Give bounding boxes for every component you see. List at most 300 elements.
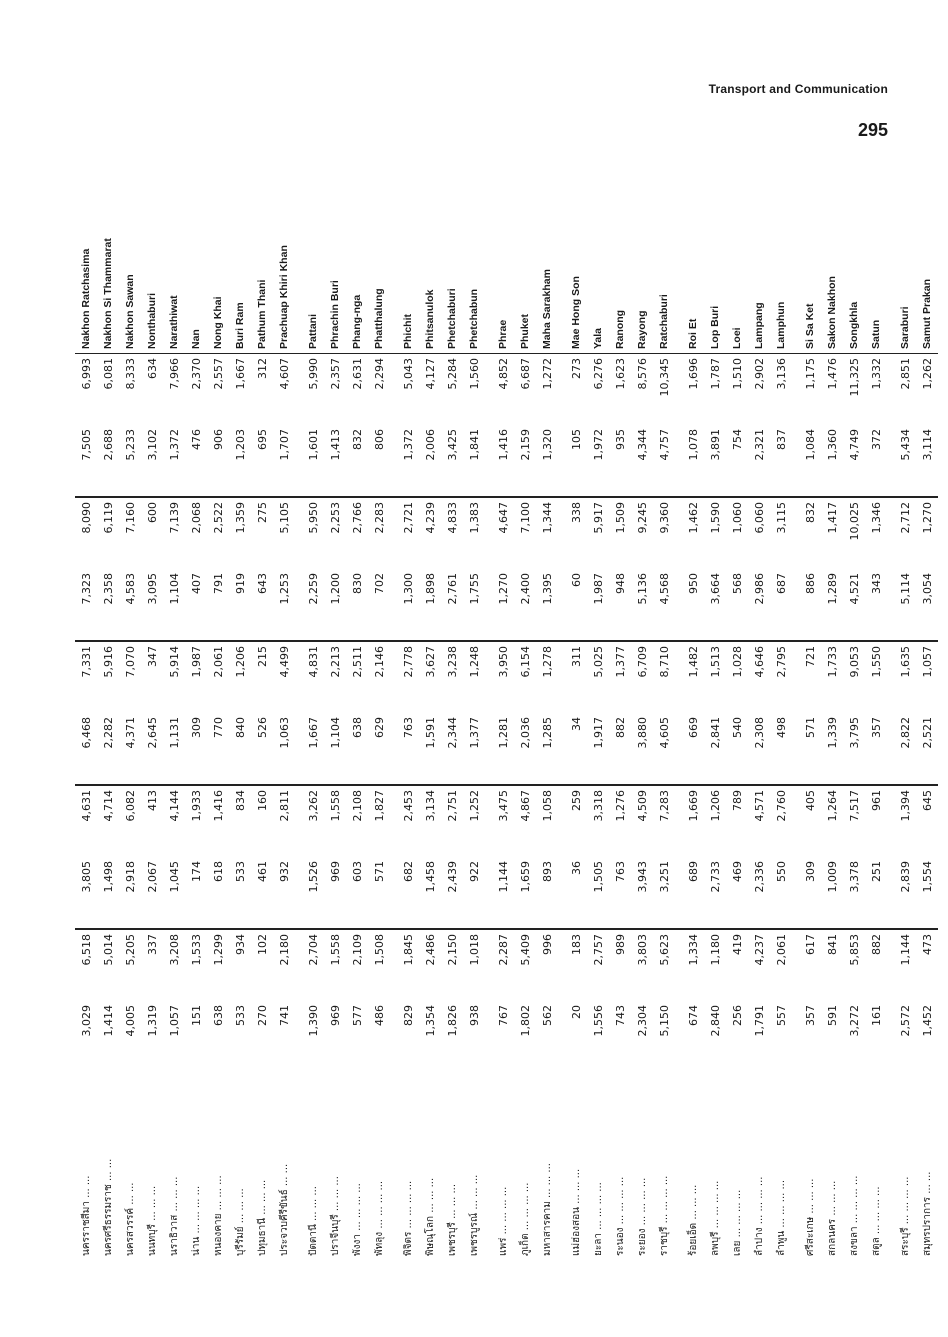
value-cell: 789 [730,790,744,811]
province-thai-name: แพร่ ... ... ... ... [497,1186,509,1256]
value-cell: 4,509 [635,790,649,822]
province-english-name: Saraburi [887,155,916,354]
province-thai-name: ปัตตานี ... ... ... [307,1186,319,1256]
value-cell: 1,550 [869,646,883,678]
value-cell: 2,304 [635,1005,649,1037]
province-english-name: Ranong [609,155,631,354]
value-cell: 948 [609,569,631,641]
value-cell: 4,239 [423,502,437,534]
value-cell: 571 [368,857,390,929]
province-english-name: Phatthalung [368,155,390,354]
value-cell: 7,331 [79,646,93,678]
value-cell: 934 [233,934,247,955]
value-cell: 2,453 [401,790,415,822]
province-english-name: Prachuap Khiri Khan [273,155,295,354]
province-thai-name: หนองคาย ... ... ... [212,1175,224,1256]
value-cell: 2,760 [774,790,788,822]
value-cell: 591 [825,1005,839,1026]
value-cell: 2,811 [277,790,291,822]
value-cell: 1,510 [730,358,744,390]
value-cell: 1,057 [920,646,934,678]
value-cell: 1,508 [372,934,386,966]
value-cell: 763 [390,713,419,785]
value-cell: 3,891 [704,425,726,497]
value-cell: 405 [803,790,817,811]
value-cell: 2,308 [748,713,770,785]
value-cell: 7,505 [75,425,97,497]
value-cell: 7,160 [123,502,137,534]
value-cell: 3,880 [631,713,653,785]
province-thai-name: บุรีรัมย์ ... ... ... [234,1188,246,1256]
value-cell: 8,710 [657,646,671,678]
value-cell: 1,413 [324,425,346,497]
value-cell: 6,060 [752,502,766,534]
value-cell: 1,733 [825,646,839,678]
value-cell: 1,509 [613,502,627,534]
value-cell: 6,119 [101,502,115,534]
value-cell: 60 [558,569,587,641]
value-cell: 2,757 [591,934,605,966]
value-cell: 309 [792,857,821,929]
value-cell: 721 [803,646,817,667]
value-cell: 1,458 [419,857,441,929]
value-cell: 5,409 [518,934,532,966]
value-cell: 1,299 [211,934,225,966]
province-thai-name: นนทบุรี ... ... ... [146,1185,158,1256]
value-cell: 4,831 [306,646,320,678]
value-cell: 5,136 [631,569,653,641]
value-cell: 961 [869,790,883,811]
value-cell: 1,755 [463,569,485,641]
value-cell: 767 [496,1005,510,1026]
value-cell: 1,416 [211,790,225,822]
value-cell: 1,707 [273,425,295,497]
table-row [251,155,273,1260]
table-row [653,155,675,1260]
value-cell: 832 [803,502,817,523]
value-cell: 2,439 [441,857,463,929]
value-cell: 1,272 [540,358,554,390]
table-row [141,155,163,1260]
value-cell: 3,134 [423,790,437,822]
province-thai-name: เลย ... ... ... ... [731,1189,743,1256]
value-cell: 1,339 [821,713,843,785]
value-cell: 357 [803,1005,817,1026]
value-cell: 7,139 [167,502,181,534]
value-cell: 3,115 [774,502,788,534]
value-cell: 2,511 [350,646,364,678]
value-cell: 6,154 [518,646,532,678]
table-row [119,155,141,1260]
value-cell: 2,358 [97,569,119,641]
province-english-name: Nong Khai [207,155,229,354]
statistics-table-frame [75,180,934,1260]
value-cell: 9,360 [657,502,671,534]
value-cell: 5,853 [847,934,861,966]
value-cell: 5,623 [657,934,671,966]
table-row [441,155,463,1260]
value-cell: 6,468 [75,713,97,785]
value-cell: 1,248 [467,646,481,678]
value-cell: 550 [770,857,792,929]
value-cell: 337 [145,934,159,955]
value-cell: 4,852 [496,358,510,390]
value-cell: 1,558 [328,934,342,966]
province-thai-name: ราชบุรี ... ... ... ... [658,1175,670,1256]
value-cell: 832 [346,425,368,497]
value-cell: 2,733 [704,857,726,929]
value-cell: 1,270 [920,502,934,534]
value-cell: 2,751 [445,790,459,822]
value-cell: 638 [346,713,368,785]
value-cell: 5,043 [401,358,415,390]
value-cell: 1,334 [686,934,700,966]
value-cell: 7,966 [167,358,181,390]
value-cell: 160 [255,790,269,811]
value-cell: 526 [251,713,273,785]
value-cell: 1,104 [163,569,185,641]
value-cell: 407 [185,569,207,641]
value-cell: 105 [558,425,587,497]
value-cell: 2,688 [97,425,119,497]
value-cell: 338 [569,502,583,523]
value-cell: 2,259 [295,569,324,641]
table-row [485,155,514,1260]
value-cell: 3,102 [141,425,163,497]
province-english-name: Satun [865,155,887,354]
value-cell: 919 [229,569,251,641]
value-cell: 770 [207,713,229,785]
value-cell: 2,006 [419,425,441,497]
value-cell: 2,321 [748,425,770,497]
province-english-name: Phetchabun [463,155,485,354]
value-cell: 1,332 [869,358,883,390]
province-english-name: Nakhon Ratchasima [75,155,97,354]
value-cell: 5,434 [887,425,916,497]
value-cell: 618 [207,857,229,929]
value-cell: 1,058 [540,790,554,822]
value-cell: 473 [920,934,934,955]
province-thai-name: ภูเก็ต ... ... ... ... [519,1182,531,1256]
value-cell: 5,917 [591,502,605,534]
value-cell: 1,300 [390,569,419,641]
value-cell: 7,323 [75,569,97,641]
value-cell: 4,631 [79,790,93,822]
value-cell: 1,414 [101,1005,115,1037]
value-cell: 10,345 [657,358,671,397]
value-cell: 562 [540,1005,554,1026]
value-cell: 1,346 [869,502,883,534]
value-cell: 1,560 [467,358,481,390]
value-cell: 1,462 [686,502,700,534]
value-cell: 2,036 [514,713,536,785]
value-cell: 1,206 [233,646,247,678]
province-thai-name: เพชรบูรณ์ ... ... ... [468,1174,480,1256]
table-row [770,155,792,1260]
value-cell: 1,289 [821,569,843,641]
value-cell: 498 [770,713,792,785]
value-cell: 935 [609,425,631,497]
value-cell: 1,144 [485,857,514,929]
value-cell: 533 [229,857,251,929]
value-cell: 1,498 [97,857,119,929]
value-cell: 2,287 [496,934,510,966]
value-cell: 1,667 [233,358,247,390]
value-cell: 1,659 [514,857,536,929]
value-cell: 571 [792,713,821,785]
province-english-name: Phetchaburi [441,155,463,354]
value-cell: 151 [189,1005,203,1026]
value-cell: 1,623 [613,358,627,390]
value-cell: 1,526 [295,857,324,929]
running-title: Transport and Communication [708,82,888,96]
province-english-name: Pattani [295,155,324,354]
value-cell: 741 [277,1005,291,1026]
value-cell: 533 [233,1005,247,1026]
value-cell: 1,057 [167,1005,181,1037]
value-cell: 2,841 [704,713,726,785]
value-cell: 2,213 [328,646,342,678]
value-cell: 837 [770,425,792,497]
value-cell: 634 [145,358,159,379]
value-cell: 1,390 [306,1005,320,1037]
value-cell: 1,417 [825,502,839,534]
value-cell: 1,827 [372,790,386,822]
value-cell: 4,749 [843,425,865,497]
province-english-name: Ratchaburi [653,155,675,354]
value-cell: 568 [726,569,748,641]
value-cell: 1,667 [295,713,324,785]
province-english-name: Nan [185,155,207,354]
value-cell: 2,344 [441,713,463,785]
value-cell: 1,416 [485,425,514,497]
value-cell: 1,917 [587,713,609,785]
value-cell: 309 [185,713,207,785]
province-english-name: Buri Ram [229,155,251,354]
value-cell: 3,238 [445,646,459,678]
value-cell: 347 [145,646,159,667]
value-cell: 5,990 [306,358,320,390]
province-thai-name: ร้อยเอ็ด ... ... ... [687,1184,699,1256]
value-cell: 2,146 [372,646,386,678]
province-english-name: Roi Et [675,155,704,354]
province-english-name: Phichit [390,155,419,354]
value-cell: 2,822 [887,713,916,785]
value-cell: 3,378 [843,857,865,929]
value-cell: 1,028 [730,646,744,678]
province-english-name: Phitsanulok [419,155,441,354]
province-english-name: Nakhon Si Thammarat [97,155,119,354]
value-cell: 638 [211,1005,225,1026]
value-cell: 1,200 [324,569,346,641]
province-thai-name: สกลนคร ... ... ... [826,1180,838,1256]
value-cell: 4,499 [277,646,291,678]
value-cell: 5,014 [101,934,115,966]
value-cell: 3,262 [306,790,320,822]
province-english-name: Sakon Nakhon [821,155,843,354]
value-cell: 4,605 [653,713,675,785]
table-row [558,155,587,1260]
value-cell: 1,078 [675,425,704,497]
province-thai-name: ลำพูน ... ... ... ... [775,1179,787,1256]
value-cell: 4,127 [423,358,437,390]
value-cell: 4,647 [496,502,510,534]
value-cell: 2,557 [211,358,225,390]
value-cell: 834 [233,790,247,811]
value-cell: 886 [792,569,821,641]
page-number: 295 [857,120,888,140]
value-cell: 2,294 [372,358,386,390]
value-cell: 1,802 [518,1005,532,1037]
province-english-name: Phuket [514,155,536,354]
value-cell: 557 [774,1005,788,1026]
table-row [324,155,346,1260]
value-cell: 938 [467,1005,481,1026]
table-row [726,155,748,1260]
value-cell: 486 [372,1005,386,1026]
value-cell: 2,839 [887,857,916,929]
province-english-name: Maha Sarakham [536,155,558,354]
value-cell: 2,159 [514,425,536,497]
table-body [75,155,938,1260]
rotated-table [75,180,934,1260]
value-cell: 2,108 [350,790,364,822]
value-cell: 20 [569,1005,583,1019]
value-cell: 2,522 [211,502,225,534]
value-cell: 1,372 [163,425,185,497]
value-cell: 1,898 [419,569,441,641]
value-cell: 1,635 [898,646,912,678]
value-cell: 600 [145,502,159,523]
value-cell: 1,787 [708,358,722,390]
value-cell: 1,395 [536,569,558,641]
value-cell: 674 [686,1005,700,1026]
province-english-name: Si Sa Ket [792,155,821,354]
value-cell: 2,486 [423,934,437,966]
value-cell: 259 [569,790,583,811]
table-row [865,155,887,1260]
value-cell: 1,131 [163,713,185,785]
value-cell: 643 [251,569,273,641]
value-cell: 3,251 [653,857,675,929]
value-cell: 1,591 [419,713,441,785]
value-cell: 2,061 [211,646,225,678]
value-cell: 3,475 [496,790,510,822]
value-cell: 2,109 [350,934,364,966]
value-cell: 969 [328,1005,342,1026]
value-cell: 5,914 [167,646,181,678]
value-cell: 3,943 [631,857,653,929]
value-cell: 629 [368,713,390,785]
province-thai-name: ยะลา ... ... ... ... [592,1182,604,1256]
value-cell: 1,987 [587,569,609,641]
table-row [631,155,653,1260]
value-cell: 1,104 [324,713,346,785]
value-cell: 996 [540,934,554,955]
province-thai-name: สมุทรปราการ ... ... [921,1171,933,1256]
table-row [419,155,441,1260]
value-cell: 1,060 [730,502,744,534]
value-cell: 669 [675,713,704,785]
table-row [748,155,770,1260]
table-row [207,155,229,1260]
value-cell: 6,709 [635,646,649,678]
value-cell: 603 [346,857,368,929]
province-thai-name: ศรีสะเกษ ... ... ... [804,1178,816,1256]
value-cell: 969 [324,857,346,929]
value-cell: 1,372 [390,425,419,497]
value-cell: 4,714 [101,790,115,822]
value-cell: 4,568 [653,569,675,641]
value-cell: 695 [251,425,273,497]
value-cell: 8,333 [123,358,137,390]
value-cell: 4,237 [752,934,766,966]
value-cell: 754 [726,425,748,497]
province-thai-name: พิษณุโลก ... ... ... [424,1177,436,1256]
value-cell: 6,276 [591,358,605,390]
province-english-name: Rayong [631,155,653,354]
value-cell: 5,105 [277,502,291,534]
value-cell: 1,533 [189,934,203,966]
province-english-name: Phrachin Buri [324,155,346,354]
value-cell: 2,712 [898,502,912,534]
value-cell: 2,851 [898,358,912,390]
table-row [704,155,726,1260]
value-cell: 5,950 [306,502,320,534]
value-cell: 476 [185,425,207,497]
table-row [75,155,97,1260]
value-cell: 419 [730,934,744,955]
value-cell: 1,383 [467,502,481,534]
value-cell: 1,262 [920,358,934,390]
value-cell: 1,018 [467,934,481,966]
value-cell: 791 [207,569,229,641]
province-english-name: Pathum Thani [251,155,273,354]
value-cell: 3,114 [916,425,938,497]
value-cell: 1,987 [189,646,203,678]
table-row [792,155,821,1260]
value-cell: 1,270 [485,569,514,641]
value-cell: 841 [825,934,839,955]
value-cell: 2,918 [119,857,141,929]
value-cell: 102 [255,934,269,955]
province-thai-name: ลพบุรี ... ... ... ... [709,1180,721,1256]
value-cell: 2,766 [350,502,364,534]
value-cell: 7,283 [657,790,671,822]
value-cell: 1,377 [463,713,485,785]
value-cell: 4,867 [518,790,532,822]
value-cell: 2,721 [401,502,415,534]
province-thai-name: มหาสารคาม ... ... ... [541,1163,553,1256]
province-english-name: Narathiwat [163,155,185,354]
value-cell: 1,452 [920,1005,934,1037]
value-cell: 5,233 [119,425,141,497]
value-cell: 882 [869,934,883,955]
value-cell: 461 [251,857,273,929]
value-cell: 2,521 [916,713,938,785]
value-cell: 10,025 [847,502,861,541]
value-cell: 1,360 [821,425,843,497]
value-cell: 617 [803,934,817,955]
value-cell: 256 [730,1005,744,1026]
province-english-name: Samut Prakan [916,155,938,354]
value-cell: 540 [726,713,748,785]
table-row [368,155,390,1260]
value-cell: 2,253 [328,502,342,534]
value-cell: 2,283 [372,502,386,534]
value-cell: 906 [207,425,229,497]
value-cell: 4,757 [653,425,675,497]
